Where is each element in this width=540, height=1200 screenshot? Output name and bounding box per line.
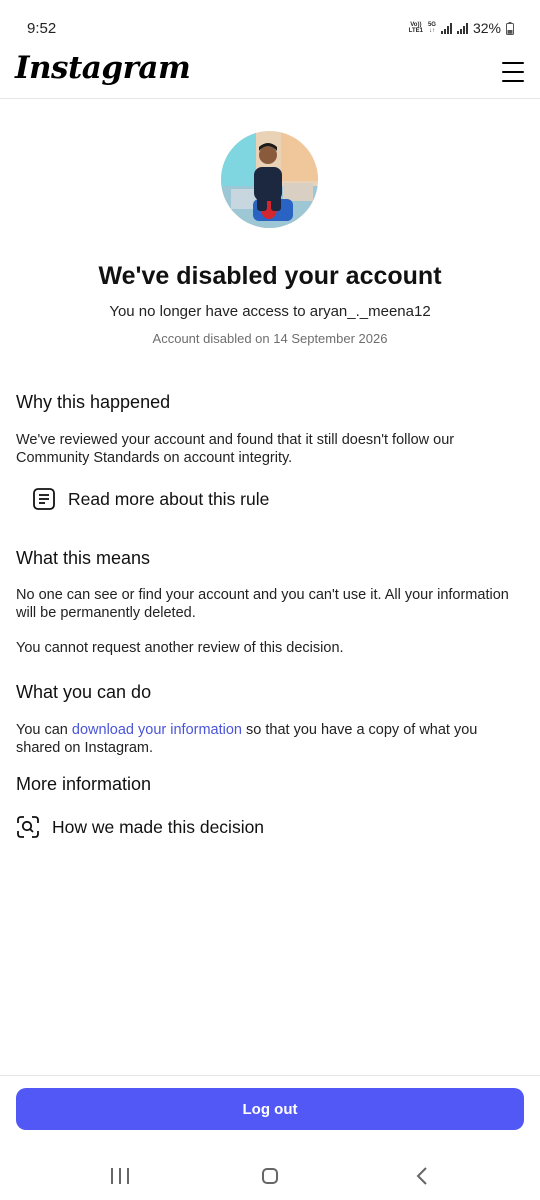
battery-percent: 32% [472, 20, 501, 36]
home-icon[interactable] [262, 1168, 278, 1184]
section-heading-more: More information [16, 774, 152, 794]
profile-avatar [221, 131, 318, 228]
net-top: 5G [427, 22, 436, 28]
access-text: You no longer have access to aryan_._meena12 [109, 303, 431, 320]
why-body: We've reviewed your account and found that it still doesn't follow our Community Standards on account integrity. [16, 432, 455, 466]
read-more-rule-label: Read more about this rule [68, 488, 270, 509]
read-more-rule-link[interactable] [32, 487, 269, 511]
status-indicators [409, 18, 514, 38]
volte-icon [409, 22, 423, 34]
volte-bottom: LTE1 [408, 28, 423, 34]
volte-top: Vo)) [410, 22, 422, 28]
net-bottom: ↓↑ [428, 28, 435, 34]
recents-icon[interactable] [111, 1168, 129, 1184]
section-heading-means: What this means [16, 548, 151, 568]
status-time: 9:52 [27, 20, 57, 37]
menu-icon-line [502, 80, 524, 82]
signal-icon-2 [457, 23, 468, 34]
means-body-2: You cannot request another review of this decision. [16, 640, 344, 656]
how-we-decided-label: How we made this decision [52, 816, 265, 837]
means-body-1: No one can see or find your account and you can't use it. All your information will be permanently deleted. [16, 587, 509, 621]
app-header [0, 48, 540, 99]
footer-divider [0, 1075, 540, 1076]
system-nav-bar [0, 1150, 540, 1200]
menu-icon-line [502, 62, 524, 64]
back-icon[interactable] [416, 1167, 428, 1190]
scan-search-icon [16, 815, 40, 839]
can-do-prefix: You can [16, 722, 72, 738]
disabled-date: Account disabled on 14 September 2026 [152, 331, 388, 346]
instagram-logo[interactable]: Instagram [15, 50, 191, 86]
network-5g-icon [428, 22, 436, 34]
how-we-decided-link[interactable] [16, 815, 264, 839]
signal-icon-1 [441, 23, 452, 34]
can-do-suffix: so that you have a copy of what you shared on Instagram. [16, 722, 478, 756]
section-heading-why: Why this happened [16, 392, 171, 412]
section-heading-can-do: What you can do [16, 682, 152, 702]
document-icon [32, 487, 56, 511]
can-do-body [16, 721, 506, 757]
page-title: We've disabled your account [98, 262, 442, 290]
logout-button[interactable]: Log out [16, 1088, 524, 1130]
download-information-link[interactable]: download your information [71, 722, 242, 738]
menu-button[interactable] [502, 62, 524, 82]
battery-icon [506, 22, 514, 35]
menu-icon-line [502, 71, 524, 73]
